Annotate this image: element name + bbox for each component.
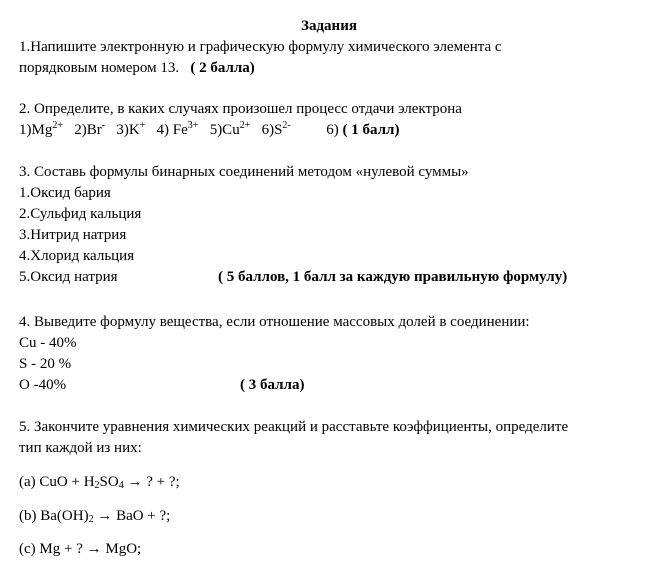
task3-points: ( 5 баллов, 1 балл за каждую правильную формулу) <box>218 269 568 285</box>
task4-item-cu: Cu - 40% <box>19 335 77 351</box>
task2-option-2: 2)Br- <box>74 120 106 138</box>
task3-item-3: 3.Нитрид натрия <box>19 227 127 243</box>
task3-question: 3. Составь формулы бинарных соединений методом «нулевой суммы» <box>19 164 469 180</box>
task2-option-3: 3)K+ <box>116 120 146 138</box>
page-title: Задания <box>301 18 357 34</box>
task1-line2-text: порядковым номером 13. <box>19 60 180 76</box>
task1-points: ( 2 балла) <box>190 60 255 76</box>
task5-equation-c: (c) Mg + ? → MgO; <box>19 541 142 557</box>
task1-line2 <box>19 58 255 78</box>
task2-option-6: $6)S^{2-}$ <box>261 120 291 138</box>
task2-option-4: 4) $Fe^{3+}$ <box>156 120 199 138</box>
task4-item-s: S - 20 % <box>19 356 72 372</box>
task3-item-1: 1.Оксид бария <box>19 185 111 201</box>
task2-tail: 6) <box>326 122 339 138</box>
task3-item-4: 4.Хлорид кальция <box>19 248 135 264</box>
task3-item-5: 5.Оксид натрия <box>19 269 118 285</box>
task1-line1: 1.Напишите электронную и графическую формулу химического элемента с <box>19 39 502 55</box>
task3-item-2: 2.Сульфид кальция <box>19 206 142 222</box>
task5-equation-a: (a) CuO + $H_2SO_4$ → ? + ?; <box>19 474 180 491</box>
task2-option-1: $1)Mg^{2+}$ <box>19 120 63 138</box>
task5-equation-b: (b) $Ba(OH)_2$ → BaO + ?; <box>19 508 171 525</box>
task2-question: 2. Определите, в каких случаях произошел процесс отдачи электрона <box>19 101 462 117</box>
task5-line2: тип каждой из них: <box>19 440 142 456</box>
task4-item-o: O -40% <box>19 377 67 393</box>
task2-points: ( 1 балл) <box>342 122 400 138</box>
task4-points: ( 3 балла) <box>240 377 305 393</box>
task2-options <box>19 120 399 140</box>
task2-option-5: $5)Cu^{2+}$ <box>209 120 251 138</box>
task5-line1: 5. Закончите уравнения химических реакций и расставьте коэффициенты, определите <box>19 419 569 435</box>
task4-question: 4. Выведите формулу вещества, если отношение массовых долей в соединении: <box>19 314 530 330</box>
